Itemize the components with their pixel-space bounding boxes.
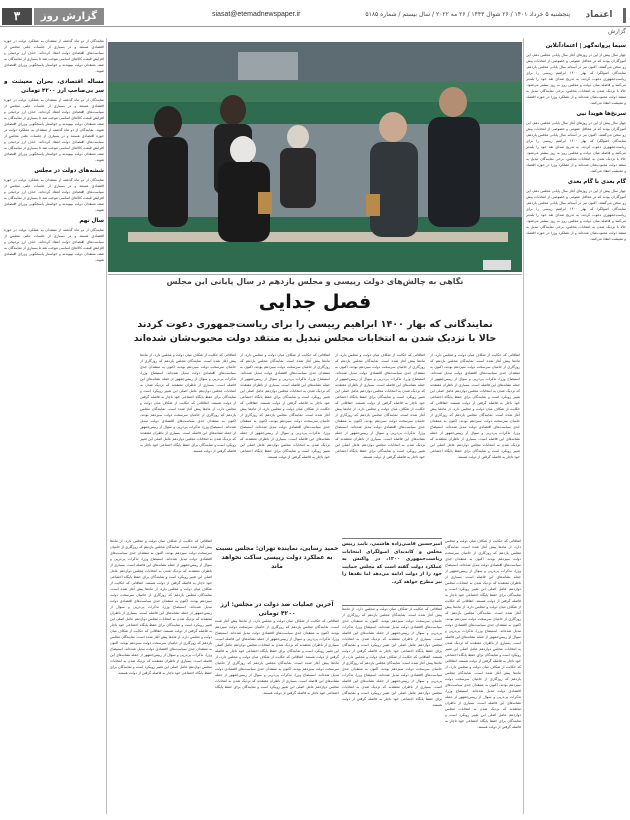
masthead xyxy=(0,6,630,27)
right-heading-2: گام بعدی با گام بعدی xyxy=(567,179,626,185)
right-heading-1: سرنخ‌ها هویدا نیی xyxy=(576,111,626,117)
lower-col-2: اتفاقاتی که حکایت از شکاف میان دولت و مجلس دارد، از ماه‌ها پیش آغاز شده است. نمایندگان مجلس یازدهم که روزگاری از حامیان سرسخت دولت سیزدهم بودند، اکنون به منتقدان جدی سیاست‌های اقتصادی دولت تبدیل شده‌اند. استیضاح وزرا، تذکرات پی‌درپی و سوال از رییس‌جمهور از جمله نشانه‌های این فاصله است. بسیاری از ناظران معتقدند که نزدیک شدن به انتخابات مجلس دوازدهم عامل اصلی این تغییر رویکرد است و نمایندگان برای حفظ پایگاه اجتماعی خود ناچار به فاصله گرفتن از دولت هستند. اتفاقاتی که حکایت از شکاف میان دولت و مجلس دارد، از ماه‌ها پیش آغاز شده است. نمایندگان مجلس یازدهم که روزگاری از حامیان سرسخت دولت سیزدهم بودند، اکنون به منتقدان جدی سیاست‌های اقتصادی دولت تبدیل شده‌اند. استیضاح وزرا، تذکرات پی‌درپی و سوال از رییس‌جمهور از جمله نشانه‌های این فاصله است. بسیاری از ناظران معتقدند که نزدیک شدن به انتخابات مجلس دوازدهم عامل اصلی این تغییر رویکرد است و نمایندگان برای حفظ پایگاه اجتماعی خود ناچار به فاصله گرفتن از دولت هستند. xyxy=(342,607,442,707)
email-link[interactable]: siasat@etemadnewspaper.ir xyxy=(212,11,301,18)
middle-col-3: اتفاقاتی که حکایت از شکاف میان دولت و مجلس دارد، از ماه‌ها پیش آغاز شده است. نمایندگان مجلس یازدهم که روزگاری از حامیان سرسخت دولت سیزدهم بودند، اکنون به منتقدان جدی سیاست‌های اقتصادی دولت تبدیل شده‌اند. استیضاح وزرا، تذکرات پی‌درپی و سوال از رییس‌جمهور از جمله نشانه‌های این فاصله است. بسیاری از ناظران معتقدند که نزدیک شدن به انتخابات مجلس دوازدهم عامل اصلی این تغییر رویکرد است و نمایندگان برای حفظ پایگاه اجتماعی خود ناچار به فاصله گرفتن از دولت هستند. اتفاقاتی که حکایت از شکاف میان دولت و مجلس دارد، از ماه‌ها پیش آغاز شده است. نمایندگان مجلس یازدهم که روزگاری از حامیان سرسخت دولت سیزدهم بودند، اکنون به منتقدان جدی سیاست‌های اقتصادی دولت تبدیل شده‌اند. استیضاح وزرا، تذکرات پی‌درپی و سوال از رییس‌جمهور از جمله نشانه‌های این فاصله است. بسیاری از ناظران معتقدند که نزدیک شدن به انتخابات مجلس دوازدهم عامل اصلی این تغییر رویکرد است و نمایندگان برای حفظ پایگاه اجتماعی خود ناچار به فاصله گرفتن از دولت هستند. xyxy=(240,353,330,459)
right-body-2: چهار سال پیش از این در روزهای آغاز سال پایانی مجلس دهم، این آموزگاران بودند که در محافل عمومی و خصوصی از انتخابات پیش رو سخن می‌گفتند. اکنون نیز در آستانه سال پایانی مجلس یازدهم، نمایندگان اصولگرا که بهار ۱۴۰۰ ابراهیم رییسی را برای ریاست‌جمهوری دعوت کردند، به تدریج صدای نقد خود را بلندتر می‌کنند و فاصله میان دولت و مجلس روز به روز بیشتر می‌شود. حالا با نزدیک شدن به انتخابات مجلس، برخی نمایندگان تبدیل به منتقد دولت محبوب‌شان شده‌اند و از عملکرد وزرا در حوزه اقتصاد و معیشت انتقاد می‌کنند. xyxy=(526,121,626,173)
left-heading-3: سال نهم xyxy=(79,218,104,224)
section-badge: گزارش روز xyxy=(34,8,104,25)
parliament-photo xyxy=(108,42,522,272)
photo-illustration xyxy=(108,42,522,272)
date-line: پنجشنبه ۵ خرداد ۱۴۰۱ / ۲۶ شوال ۱۴۴۳ / ۲۶ مه ۲۰۲۲ / سال بیستم / شماره ۵۱۸۵ xyxy=(365,11,570,18)
left-heading-1: مساله اقتصادی، بحران معیشت و سر بی‌صاحب ارز ۴۲۰۰ تومانی xyxy=(4,79,104,94)
column-divider xyxy=(523,38,524,814)
middle-col-1: اتفاقاتی که حکایت از شکاف میان دولت و مجلس دارد، از ماه‌ها پیش آغاز شده است. نمایندگان مجلس یازدهم که روزگاری از حامیان سرسخت دولت سیزدهم بودند، اکنون به منتقدان جدی سیاست‌های اقتصادی دولت تبدیل شده‌اند. استیضاح وزرا، تذکرات پی‌درپی و سوال از رییس‌جمهور از جمله نشانه‌های این فاصله است. بسیاری از ناظران معتقدند که نزدیک شدن به انتخابات مجلس دوازدهم عامل اصلی این تغییر رویکرد است و نمایندگان برای حفظ پایگاه اجتماعی خود ناچار به فاصله گرفتن از دولت هستند. اتفاقاتی که حکایت از شکاف میان دولت و مجلس دارد، از ماه‌ها پیش آغاز شده است. نمایندگان مجلس یازدهم که روزگاری از حامیان سرسخت دولت سیزدهم بودند، اکنون به منتقدان جدی سیاست‌های اقتصادی دولت تبدیل شده‌اند. استیضاح وزرا، تذکرات پی‌درپی و سوال از رییس‌جمهور از جمله نشانه‌های این فاصله است. بسیاری از ناظران معتقدند که نزدیک شدن به انتخابات مجلس دوازدهم عامل اصلی این تغییر رویکرد است و نمایندگان برای حفظ پایگاه اجتماعی خود ناچار به فاصله گرفتن از دولت هستند. xyxy=(430,353,520,459)
lower-col-1: اتفاقاتی که حکایت از شکاف میان دولت و مجلس دارد، از ماه‌ها پیش آغاز شده است. نمایندگان مجلس یازدهم که روزگاری از حامیان سرسخت دولت سیزدهم بودند، اکنون به منتقدان جدی سیاست‌های اقتصادی دولت تبدیل شده‌اند. استیضاح وزرا، تذکرات پی‌درپی و سوال از رییس‌جمهور از جمله نشانه‌های این فاصله است. بسیاری از ناظران معتقدند که نزدیک شدن به انتخابات مجلس دوازدهم عامل اصلی این تغییر رویکرد است و نمایندگان برای حفظ پایگاه اجتماعی خود ناچار به فاصله گرفتن از دولت هستند. اتفاقاتی که حکایت از شکاف میان دولت و مجلس دارد، از ماه‌ها پیش آغاز شده است. نمایندگان مجلس یازدهم که روزگاری از حامیان سرسخت دولت سیزدهم بودند، اکنون به منتقدان جدی سیاست‌های اقتصادی دولت تبدیل شده‌اند. استیضاح وزرا، تذکرات پی‌درپی و سوال از رییس‌جمهور از جمله نشانه‌های این فاصله است. بسیاری از ناظران معتقدند که نزدیک شدن به انتخابات مجلس دوازدهم عامل اصلی این تغییر رویکرد است و نمایندگان برای حفظ پایگاه اجتماعی خود ناچار به فاصله گرفتن از دولت هستند. اتفاقاتی که حکایت از شکاف میان دولت و مجلس دارد، از ماه‌ها پیش آغاز شده است. نمایندگان مجلس یازدهم که روزگاری از حامیان سرسخت دولت سیزدهم بودند، اکنون به منتقدان جدی سیاست‌های اقتصادی دولت تبدیل شده‌اند. استیضاح وزرا، تذکرات پی‌درپی و سوال از رییس‌جمهور از جمله نشانه‌های این فاصله است. بسیاری از ناظران معتقدند که نزدیک شدن به انتخابات مجلس دوازدهم عامل اصلی این تغییر رویکرد است و نمایندگان برای حفظ پایگاه اجتماعی خود ناچار به فاصله گرفتن از دولت هستند. xyxy=(445,539,521,729)
photo-caption: نگاهی به چالش‌های دولت رییسی و مجلس یازدهم در سال پایانی این مجلس xyxy=(108,274,522,289)
middle-col-2: اتفاقاتی که حکایت از شکاف میان دولت و مجلس دارد، از ماه‌ها پیش آغاز شده است. نمایندگان مجلس یازدهم که روزگاری از حامیان سرسخت دولت سیزدهم بودند، اکنون به منتقدان جدی سیاست‌های اقتصادی دولت تبدیل شده‌اند. استیضاح وزرا، تذکرات پی‌درپی و سوال از رییس‌جمهور از جمله نشانه‌های این فاصله است. بسیاری از ناظران معتقدند که نزدیک شدن به انتخابات مجلس دوازدهم عامل اصلی این تغییر رویکرد است و نمایندگان برای حفظ پایگاه اجتماعی خود ناچار به فاصله گرفتن از دولت هستند. اتفاقاتی که حکایت از شکاف میان دولت و مجلس دارد، از ماه‌ها پیش آغاز شده است. نمایندگان مجلس یازدهم که روزگاری از حامیان سرسخت دولت سیزدهم بودند، اکنون به منتقدان جدی سیاست‌های اقتصادی دولت تبدیل شده‌اند. استیضاح وزرا، تذکرات پی‌درپی و سوال از رییس‌جمهور از جمله نشانه‌های این فاصله است. بسیاری از ناظران معتقدند که نزدیک شدن به انتخابات مجلس دوازدهم عامل اصلی این تغییر رویکرد است و نمایندگان برای حفظ پایگاه اجتماعی خود ناچار به فاصله گرفتن از دولت هستند. xyxy=(335,353,425,459)
right-column xyxy=(526,38,626,814)
section-label: گزارش xyxy=(607,28,626,35)
right-body-3: چهار سال پیش از این در روزهای آغاز سال پایانی مجلس دهم، این آموزگاران بودند که در محافل عمومی و خصوصی از انتخابات پیش رو سخن می‌گفتند. اکنون نیز در آستانه سال پایانی مجلس یازدهم، نمایندگان اصولگرا که بهار ۱۴۰۰ ابراهیم رییسی را برای ریاست‌جمهوری دعوت کردند، به تدریج صدای نقد خود را بلندتر می‌کنند و فاصله میان دولت و مجلس روز به روز بیشتر می‌شود. حالا با نزدیک شدن به انتخابات مجلس، برخی نمایندگان تبدیل به منتقد دولت محبوب‌شان شده‌اند و از عملکرد وزرا در حوزه اقتصاد و معیشت انتقاد می‌کنند. xyxy=(526,189,626,241)
left-column: نمایندگان از دو ماه گذشته از منتقدان به عملکرد دولت در حوزه اقتصادی هستند و در بسیاری از جلسات علنی مجلس از سیاست‌های اقتصادی دولت انتقاد کرده‌اند. حذف ارز ترجیحی و افزایش قیمت کالاهای اساسی موجب شد تا بسیاری از نمایندگان به صف منتقدان دولت بپیوندند و خواستار پاسخگویی وزرای اقتصادی شوند. مساله اقتصادی، بحران معیشت و سر بی‌صاحب ارز ۴۲۰۰ تومانی نمایندگان از دو ماه گذشته از منتقدان به عملکرد دولت در حوزه اقتصادی هستند و در بسیاری از جلسات علنی مجلس از سیاست‌های اقتصادی دولت انتقاد کرده‌اند. حذف ارز ترجیحی و افزایش قیمت کالاهای اساسی موجب شد تا بسیاری از نمایندگان به صف منتقدان دولت بپیوندند و خواستار پاسخگویی وزرای اقتصادی شوند. نمایندگان از دو ماه گذشته از منتقدان به عملکرد دولت در حوزه اقتصادی هستند و در بسیاری از جلسات علنی مجلس از سیاست‌های اقتصادی دولت انتقاد کرده‌اند. حذف ارز ترجیحی و افزایش قیمت کالاهای اساسی موجب شد تا بسیاری از نمایندگان به صف منتقدان دولت بپیوندند و خواستار پاسخگویی وزرای اقتصادی شوند. ششه‌های دولت در مجلس نمایندگان از دو ماه گذشته از منتقدان به عملکرد دولت در حوزه اقتصادی هستند و در بسیاری از جلسات علنی مجلس از سیاست‌های اقتصادی دولت انتقاد کرده‌اند. حذف ارز ترجیحی و افزایش قیمت کالاهای اساسی موجب شد تا بسیاری از نمایندگان به صف منتقدان دولت بپیوندند و خواستار پاسخگویی وزرای اقتصادی شوند. سال نهم نمایندگان از دو ماه گذشته از منتقدان به عملکرد دولت در حوزه اقتصادی هستند و در بسیاری از جلسات علنی مجلس از سیاست‌های اقتصادی دولت انتقاد کرده‌اند. حذف ارز ترجیحی و افزایش قیمت کالاهای اساسی موجب شد تا بسیاری از نمایندگان به صف منتقدان دولت بپیوندند و خواستار پاسخگویی وزرای اقتصادی شوند. xyxy=(4,39,104,262)
subheadline-2: حالا با نزدیک شدن به انتخابات مجلس تبدیل به منتقد دولت محبوب‌شان شده‌اند xyxy=(133,333,497,344)
pull-quote-2: آخرین عملیات ضد دولت در مجلس: ارز ۴۲۰۰ تومانی xyxy=(220,601,334,617)
subheadline-1: نمایندگانی که بهار ۱۴۰۰ ابراهیم رییسی را برای ریاست‌جمهوری دعوت کردند xyxy=(137,319,493,330)
middle-col-4: اتفاقاتی که حکایت از شکاف میان دولت و مجلس دارد، از ماه‌ها پیش آغاز شده است. نمایندگان مجلس یازدهم که روزگاری از حامیان سرسخت دولت سیزدهم بودند، اکنون به منتقدان جدی سیاست‌های اقتصادی دولت تبدیل شده‌اند. استیضاح وزرا، تذکرات پی‌درپی و سوال از رییس‌جمهور از جمله نشانه‌های این فاصله است. بسیاری از ناظران معتقدند که نزدیک شدن به انتخابات مجلس دوازدهم عامل اصلی این تغییر رویکرد است و نمایندگان برای حفظ پایگاه اجتماعی خود ناچار به فاصله گرفتن از دولت هستند. اتفاقاتی که حکایت از شکاف میان دولت و مجلس دارد، از ماه‌ها پیش آغاز شده است. نمایندگان مجلس یازدهم که روزگاری از حامیان سرسخت دولت سیزدهم بودند، اکنون به منتقدان جدی سیاست‌های اقتصادی دولت تبدیل شده‌اند. استیضاح وزرا، تذکرات پی‌درپی و سوال از رییس‌جمهور از جمله نشانه‌های این فاصله است. بسیاری از ناظران معتقدند که نزدیک شدن به انتخابات مجلس دوازدهم عامل اصلی این تغییر رویکرد است و نمایندگان برای حفظ پایگاه اجتماعی خود ناچار به فاصله گرفتن از دولت هستند. xyxy=(140,353,236,453)
newspaper-logo: اعتماد xyxy=(575,8,626,23)
lower-col-4: اتفاقاتی که حکایت از شکاف میان دولت و مجلس دارد، از ماه‌ها پیش آغاز شده است. نمایندگان مجلس یازدهم که روزگاری از حامیان سرسخت دولت سیزدهم بودند، اکنون به منتقدان جدی سیاست‌های اقتصادی دولت تبدیل شده‌اند. استیضاح وزرا، تذکرات پی‌درپی و سوال از رییس‌جمهور از جمله نشانه‌های این فاصله است. بسیاری از ناظران معتقدند که نزدیک شدن به انتخابات مجلس دوازدهم عامل اصلی این تغییر رویکرد است و نمایندگان برای حفظ پایگاه اجتماعی خود ناچار به فاصله گرفتن از دولت هستند. اتفاقاتی که حکایت از شکاف میان دولت و مجلس دارد، از ماه‌ها پیش آغاز شده است. نمایندگان مجلس یازدهم که روزگاری از حامیان سرسخت دولت سیزدهم بودند، اکنون به منتقدان جدی سیاست‌های اقتصادی دولت تبدیل شده‌اند. استیضاح وزرا، تذکرات پی‌درپی و سوال از رییس‌جمهور از جمله نشانه‌های این فاصله است. بسیاری از ناظران معتقدند که نزدیک شدن به انتخابات مجلس دوازدهم عامل اصلی این تغییر رویکرد است و نمایندگان برای حفظ پایگاه اجتماعی خود ناچار به فاصله گرفتن از دولت هستند. اتفاقاتی که حکایت از شکاف میان دولت و مجلس دارد، از ماه‌ها پیش آغاز شده است. نمایندگان مجلس یازدهم که روزگاری از حامیان سرسخت دولت سیزدهم بودند، اکنون به منتقدان جدی سیاست‌های اقتصادی دولت تبدیل شده‌اند. استیضاح وزرا، تذکرات پی‌درپی و سوال از رییس‌جمهور از جمله نشانه‌های این فاصله است. بسیاری از ناظران معتقدند که نزدیک شدن به انتخابات مجلس دوازدهم عامل اصلی این تغییر رویکرد است و نمایندگان برای حفظ پایگاه اجتماعی خود ناچار به فاصله گرفتن از دولت هستند. xyxy=(110,539,212,675)
left-heading-2: ششه‌های دولت در مجلس xyxy=(34,168,104,174)
lower-col-3: اتفاقاتی که حکایت از شکاف میان دولت و مجلس دارد، از ماه‌ها پیش آغاز شده است. نمایندگان مجلس یازدهم که روزگاری از حامیان سرسخت دولت سیزدهم بودند، اکنون به منتقدان جدی سیاست‌های اقتصادی دولت تبدیل شده‌اند. استیضاح وزرا، تذکرات پی‌درپی و سوال از رییس‌جمهور از جمله نشانه‌های این فاصله است. بسیاری از ناظران معتقدند که نزدیک شدن به انتخابات مجلس دوازدهم عامل اصلی این تغییر رویکرد است و نمایندگان برای حفظ پایگاه اجتماعی خود ناچار به فاصله گرفتن از دولت هستند. اتفاقاتی که حکایت از شکاف میان دولت و مجلس دارد، از ماه‌ها پیش آغاز شده است. نمایندگان مجلس یازدهم که روزگاری از حامیان سرسخت دولت سیزدهم بودند، اکنون به منتقدان جدی سیاست‌های اقتصادی دولت تبدیل شده‌اند. استیضاح وزرا، تذکرات پی‌درپی و سوال از رییس‌جمهور از جمله نشانه‌های این فاصله است. بسیاری از ناظران معتقدند که نزدیک شدن به انتخابات مجلس دوازدهم عامل اصلی این تغییر رویکرد است و نمایندگان برای حفظ پایگاه اجتماعی خود ناچار به فاصله گرفتن از دولت هستند. xyxy=(215,619,339,695)
callout-box: امیرحسین قاضی‌زاده هاشمی، نایب رییس مجلس و کاندیدای اصولگرای انتخابات ریاست‌جمهوری ۱۴۰۰، در واکنش به عملکرد دولت گفته است که مجلس حمایت خود را از دولت ادامه می‌دهد اما نقدها را نیز مطرح خواهد کرد. xyxy=(342,538,442,606)
page-number: ۳ xyxy=(2,8,32,25)
headline: فصل جدایی xyxy=(258,291,372,313)
byline: سیما پروانه‌گهر | اعتمادآنلاین xyxy=(545,43,626,49)
right-body-1: چهار سال پیش از این در روزهای آغاز سال پایانی مجلس دهم، این آموزگاران بودند که در محافل عمومی و خصوصی از انتخابات پیش رو سخن می‌گفتند. اکنون نیز در آستانه سال پایانی مجلس یازدهم، نمایندگان اصولگرا که بهار ۱۴۰۰ ابراهیم رییسی را برای ریاست‌جمهوری دعوت کردند، به تدریج صدای نقد خود را بلندتر می‌کنند و فاصله میان دولت و مجلس روز به روز بیشتر می‌شود. حالا با نزدیک شدن به انتخابات مجلس، برخی نمایندگان تبدیل به منتقد دولت محبوب‌شان شده‌اند و از عملکرد وزرا در حوزه اقتصاد و معیشت انتقاد می‌کنند. xyxy=(526,53,626,105)
column-divider-left xyxy=(106,38,107,814)
pull-quote-1: حمید رسایی، نماینده تهران: مجلس نسبت به عملکرد دولت رییسی ساکت نخواهد ماند xyxy=(215,545,339,570)
